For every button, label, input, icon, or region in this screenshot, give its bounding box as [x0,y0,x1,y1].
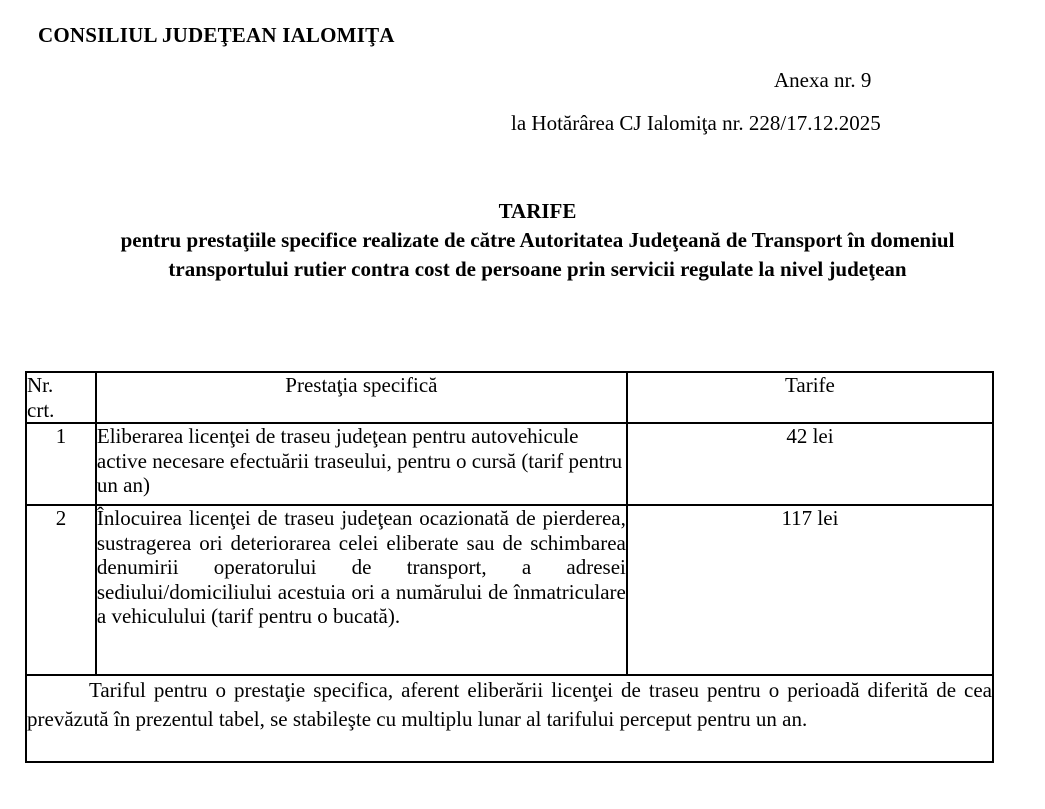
tariff-table [25,371,994,763]
decision-reference: la Hotărârea CJ Ialomiţa nr. 228/17.12.2025 [511,111,881,135]
row-tariff-value: 117 lei [627,505,993,675]
header-nr-crt [26,372,96,423]
header-tariff: Tarife [627,372,993,423]
row-service-description: Înlocuirea licenţei de traseu judeţean ocazionată de pierderea, sustragerea ori deteriorarea celei eliberate sau de schimbarea denumirii operatorului de transport, a adresei sediului/domiciliului acestuia ori a numărului de înmatriculare a vehiculului (tarif pentru o bucată). [96,505,627,675]
annex-number: Anexa nr. 9 [774,68,872,92]
row-number: 2 [26,505,96,675]
row-tariff-value: 42 lei [627,423,993,505]
row-service-description: Eliberarea licenţei de traseu judeţean pentru autovehicule active necesare efectuării traseului, pentru o cursă (tarif pentru un an) [96,423,627,505]
document-title-block [30,197,1045,284]
table-row [26,423,993,505]
header-nr-line1: Nr. [27,373,54,397]
table-note-row [26,675,993,762]
table-note: Tariful pentru o prestaţie specifica, aferent eliberării licenţei de traseu pentru o perioadă diferită de cea prevăzută în prezentul tabel, se stabileşte cu multiplu lunar al tarifului perceput pentru un an. [26,675,993,762]
table-row [26,505,993,675]
table-header-row [26,372,993,423]
header-nr-line2: crt. [27,397,55,422]
document-subtitle: pentru prestaţiile specifice realizate de către Autoritatea Judeţeană de Transport în domeniul transportului rutier contra cost de persoane prin servicii regulate la nivel judeţean [120,228,955,281]
document-title: TARIFE [498,199,577,223]
institution-name: CONSILIUL JUDEŢEAN IALOMIŢA [38,23,395,47]
row-number: 1 [26,423,96,505]
header-service: Prestaţia specifică [96,372,627,423]
